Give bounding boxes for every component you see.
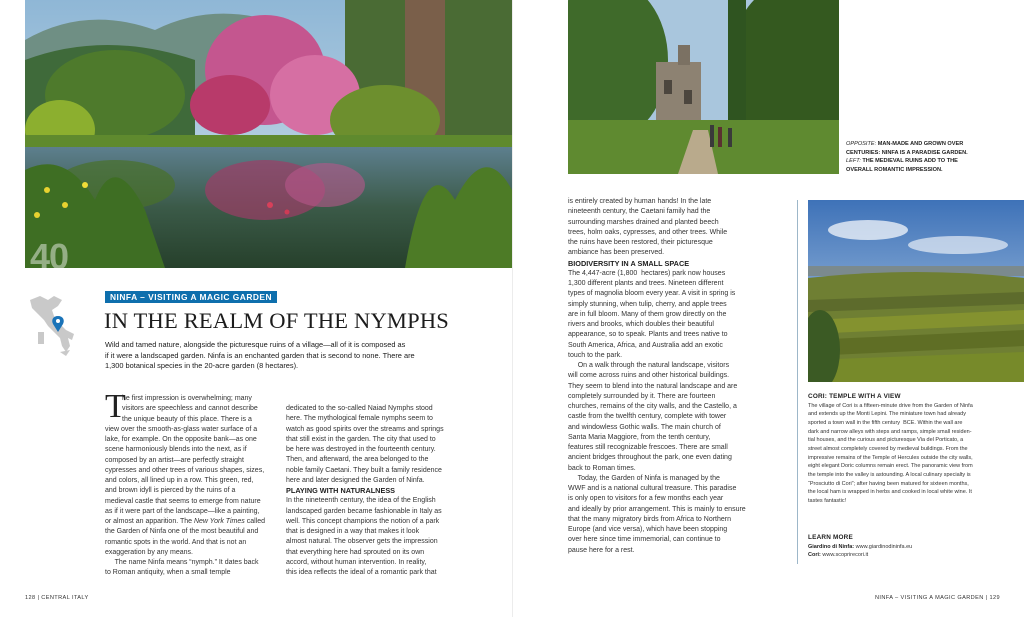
body-line: visitors are speechless and cannot describe	[122, 405, 258, 413]
body-line: ambiance has been preserved.	[568, 249, 665, 257]
body-text: or almost an apparition. The	[105, 518, 194, 525]
body-line: view over the smooth-as-glass water surface of a	[105, 425, 258, 433]
large-page-number: 40	[30, 236, 69, 277]
intro-line: 1,300 botanical species in the 20-acre garden (8 hectares).	[105, 361, 299, 371]
intro-line: if it were a landscaped garden. Ninfa is an enchanted garden that is second to none. There are	[105, 350, 415, 360]
body-line: that everything here had sprouted on its own	[286, 548, 425, 556]
section-kicker: NINFA – VISITING A MAGIC GARDEN	[105, 291, 277, 303]
learn-more-heading: LEARN MORE	[808, 534, 853, 541]
body-line: touch to the park.	[568, 351, 623, 359]
body-line: completely surrounded by it. There are fourteen	[568, 392, 716, 400]
sidebar-line: tial houses, and the curious and picturesque Via del Porticato, a	[808, 437, 964, 444]
body-column-2	[286, 404, 458, 578]
body-line: romantic spots in the world. And that is not an	[105, 538, 247, 546]
body-line: the unique beauty of this place. There is a	[122, 415, 252, 423]
body-line: well. This concept champions the notion of a park	[286, 517, 440, 525]
sidebar-line: “Prosciutto di Cori”; after having been matured for sixteen months,	[808, 480, 969, 487]
body-line: landscaped garden became fashionable in Italy as	[286, 507, 442, 515]
body-line: accord, without human intervention. In reality,	[286, 558, 427, 566]
caption-text: MAN-MADE AND GROWN OVER	[876, 141, 964, 147]
body-line: WWF and is a national cultural treasure. This paradise	[568, 485, 737, 492]
body-line: 1,300 different plants and trees. Nineteen different	[568, 280, 724, 287]
sidebar-line: The village of Cori is a fifteen-minute drive from the Garden of Ninfa	[808, 402, 973, 409]
body-line: pause here for a rest.	[568, 546, 635, 554]
caption-text: THE MEDIEVAL RUINS ADD TO THE	[860, 158, 958, 165]
caption-keyword-left: LEFT:	[846, 158, 861, 165]
body-line: and windowless Gothic walls. The main church of	[568, 423, 721, 431]
body-line: South America, Africa, and Australia add an exotic	[568, 341, 723, 349]
body-line: back to Roman times.	[568, 464, 636, 472]
body-line: exaggeration by any means.	[105, 548, 193, 556]
body-line: Then, and afterward, the area belonged to the	[286, 456, 429, 464]
body-line: almost natural. The observer gets the impression	[286, 538, 438, 546]
body-line: is only open to visitors for a few months each year	[568, 495, 724, 503]
cori-vineyard-photo	[808, 200, 1024, 382]
body-line: are in full bloom. Many of them grow directly on the	[568, 310, 727, 318]
body-line: that still exist in the garden. The city that used to	[286, 435, 436, 443]
link-url[interactable]: www.giardinodininfa.eu	[854, 543, 913, 550]
article-headline: IN THE REALM OF THE NYMPHS	[104, 308, 450, 333]
sidebar-line: the local ham is wrapped in herbs and cooked in local white wine. It	[808, 489, 972, 496]
body-line: trees, holm oaks, cypresses, and other trees. While	[568, 228, 728, 236]
body-line-with-italic	[105, 517, 275, 527]
body-line: that is designed in a way that makes it look	[286, 528, 420, 535]
italy-outline-shape	[30, 296, 74, 352]
sidebar-line: the temple into the valley is astounding. A local culinary specialty is	[808, 471, 971, 478]
body-line: types of magnolia bloom every year. A visit in spring is	[568, 290, 736, 298]
body-line: Today, the Garden of Ninfa is managed by the	[568, 474, 720, 482]
body-line: Europe (and vice versa), which have been stopping	[568, 526, 728, 533]
body-line: simply stunning, when tulip, cherry, and apple trees	[568, 300, 727, 308]
body-line: Santa Maria Maggiore, from the tenth century,	[568, 433, 711, 441]
body-line: The name Ninfa means “nymph.” It dates back	[105, 559, 259, 566]
body-line: watch as good spirits over the streams and springs	[286, 425, 444, 433]
body-line: over here since time immemorial, can continue to	[568, 536, 721, 544]
learn-more-box	[808, 534, 1024, 560]
body-line: rivers and brooks, which doubles their beautiful	[568, 321, 714, 328]
body-line: and brown idyll is pierced by the ruins of a	[105, 487, 236, 495]
body-line: that the many migratory birds from Africa to Northern	[568, 515, 732, 523]
sidebar-line: and extends up the Monti Lepini. The miniature town had already	[808, 411, 966, 418]
italy-locator-map	[24, 292, 80, 358]
caption-keyword-opposite: OPPOSITE:	[846, 141, 877, 147]
garden-lake-photo	[25, 0, 512, 268]
sidebar-line: tastes fantastic!	[808, 497, 847, 504]
photo-caption	[846, 140, 1006, 174]
body-line: and ideally by prior arrangement. This is mainly to ensure	[568, 505, 746, 513]
body-line: churches, remains of the city walls, and the Castello, a	[568, 403, 737, 410]
footer-left-folio: 128 | CENTRAL ITALY	[25, 595, 89, 601]
link-url[interactable]: www.scoprirecori.it	[820, 552, 869, 559]
body-line: scene harmoniously blends into the next, as if	[105, 446, 247, 454]
body-line: In the nineteenth century, the idea of the English	[286, 497, 436, 505]
body-line: the Garden of Ninfa one of the most beautiful and	[105, 528, 259, 536]
intro-line: Wild and tamed nature, alongside the picturesque ruins of a village—all of it is composed as	[105, 340, 406, 349]
sidebar-line: sported a town wall in the fifth century BCE. Within the wall are	[808, 419, 963, 426]
medieval-ruins-photo	[568, 0, 839, 174]
body-line: The 4,447-acre (1,800 hectares) park now houses	[568, 269, 726, 277]
body-line: this idea reflects the ideal of a romantic park that	[286, 569, 437, 576]
body-line: as if it were part of the landscape—like a painting,	[105, 507, 260, 515]
body-line: medieval castle that seems to emerge from nature	[105, 497, 261, 505]
body-line: features still recognizable frescoes. There are small	[568, 444, 728, 451]
sidebar-line: street almost completely covered by medieval buildings. From the	[808, 445, 968, 452]
body-line: surrounding marshes drained and planted beech	[568, 218, 719, 226]
body-line: lake, for example. On the opposite bank—as one	[105, 436, 257, 443]
body-line: noble family Caetani. They built a family residence	[286, 466, 442, 474]
section-heading: PLAYING WITH NATURALNESS	[286, 486, 396, 495]
body-line: composed by an artist—are perfectly straight	[105, 456, 244, 464]
caption-text: OVERALL ROMANTIC IMPRESSION.	[846, 166, 943, 173]
body-line: ancient bridges throughout the park, one even dating	[568, 454, 732, 462]
sidebar-line: dark and narrow alleys with steps and ramps, simple small residen-	[808, 428, 972, 435]
article-intro	[105, 340, 497, 372]
dropcap-letter: T	[105, 388, 126, 425]
body-line: is entirely created by human hands! In the late	[568, 198, 712, 205]
body-line: here and later designed the Garden of Ninfa.	[286, 476, 425, 484]
link-label: Giardino di Ninfa:	[808, 543, 855, 550]
body-line: They seem to blend into the natural landscape and are	[568, 382, 738, 390]
body-line: appearance, so to speak. Plants and trees native to	[568, 331, 728, 339]
body-line: here. The mythological female nymphs seem to	[286, 415, 433, 423]
body-column-1	[105, 388, 275, 579]
body-line: cypresses and other trees of various shapes, sizes,	[105, 466, 265, 474]
body-line: be here was destroyed in the fourteenth century.	[286, 446, 436, 453]
sidebar-heading: CORI: TEMPLE WITH A VIEW	[808, 393, 901, 400]
body-text: called	[244, 518, 265, 525]
body-line: the ruins have been restored, their picturesque	[568, 239, 713, 246]
body-line: On a walk through the natural landscape, visitors	[568, 362, 730, 369]
body-line: and colors, all lined up in a row. This green, red,	[105, 477, 254, 484]
cori-sidebar	[808, 393, 1024, 506]
sidebar-line: impressive remains of the Temple of Hercules outside the city walls,	[808, 454, 973, 461]
body-line: nineteenth century, the Caetani family had the	[568, 208, 711, 216]
body-line: he first impression is overwhelming; many	[122, 395, 252, 402]
footer-right-folio: NINFA – VISITING A MAGIC GARDEN | 129	[874, 595, 1000, 601]
body-column-3	[568, 197, 748, 556]
section-heading: BIODIVERSITY IN A SMALL SPACE	[568, 258, 690, 268]
sidebar-rule	[797, 200, 798, 564]
body-line: castle from the twelfth century, complete with tower	[568, 413, 727, 421]
body-line: to Roman antiquity, when a small temple	[105, 569, 231, 577]
body-line: will come across ruins and other historical buildings.	[568, 372, 730, 380]
learn-more-link-cori[interactable]	[808, 551, 1024, 560]
learn-more-link-ninfa[interactable]	[808, 543, 1024, 552]
link-label: Cori:	[808, 552, 821, 559]
dropcap-paragraph-start	[105, 388, 275, 425]
page-gutter	[512, 0, 513, 617]
body-line: dedicated to the so-called Naiad Nymphs stood	[286, 405, 433, 412]
newspaper-title: New York Times	[193, 518, 245, 525]
sidebar-line: eight elegant Doric columns remain erect. The panoramic view from	[808, 463, 973, 470]
caption-text: CENTURIES: NINFA IS A PARADISE GARDEN.	[846, 149, 968, 156]
